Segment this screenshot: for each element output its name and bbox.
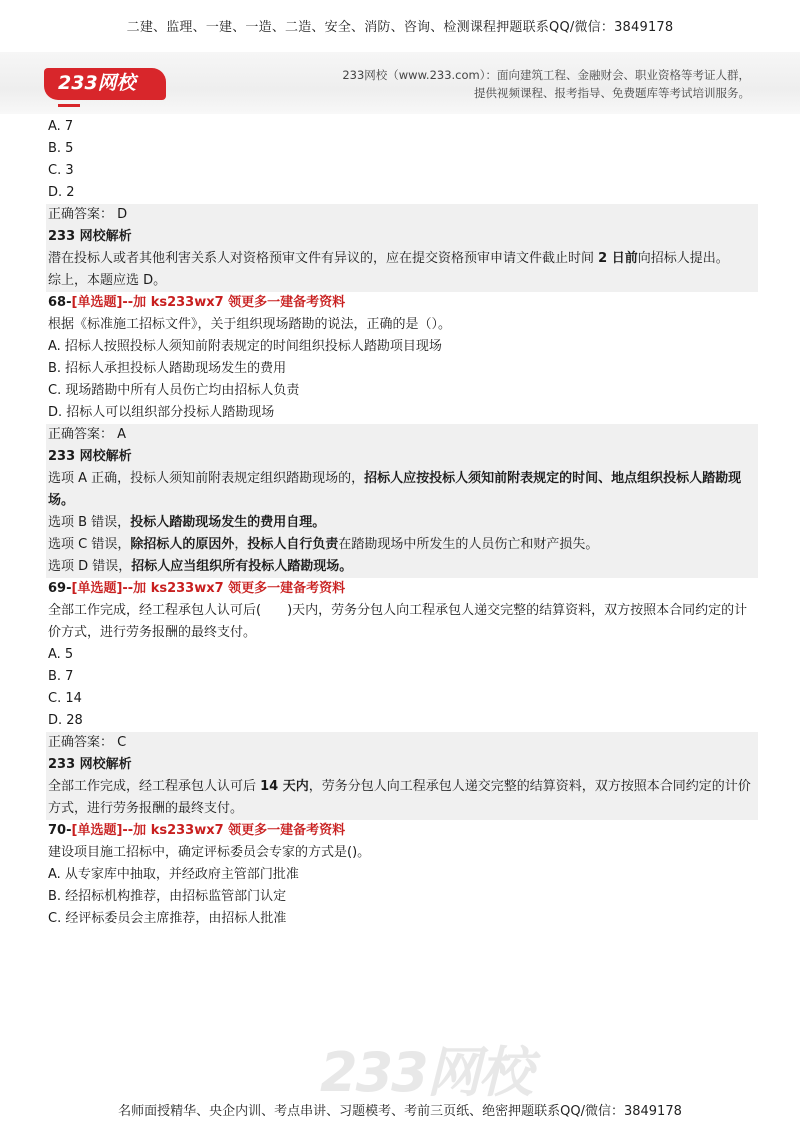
q68-tag: [单选题]--加 ks233wx7 领更多一建备考资料 [71,295,346,310]
header-desc-line2: 提供视频课程、报考指导、免费题库等考试培训服务。 [474,86,750,100]
q69-analysis-title: 233 网校解析 [48,757,132,772]
q67-analysis-c: 向招标人提出。 [637,251,729,266]
q68-b-bold: 投标人踏勘现场发生的费用自理。 [130,515,326,530]
q67-option-c: C. 3 [48,163,74,178]
q68-number: 68- [48,295,72,310]
header-description [342,66,750,102]
q67-answer: 正确答案： D [48,207,128,222]
q67-analysis-title: 233 网校解析 [48,229,132,244]
q68-option-a: A. 招标人按照投标人须知前附表规定的时间组织投标人踏勘项目现场 [48,339,442,354]
q68-analysis-c [48,534,758,556]
q68-stem: 根据《标准施工招标文件》，关于组织现场踏勘的说法，正确的是（）。 [48,317,452,332]
q68-option-c: C. 现场踏勘中所有人员伤亡均由招标人负责 [48,383,300,398]
q67-analysis-bold: 2 日前 [598,251,638,266]
q68-d-bold: 招标人应当组织所有投标人踏勘现场。 [131,559,353,574]
q70-tag: [单选题]--加 ks233wx7 领更多一建备考资料 [71,823,346,838]
q68-analysis-d [48,556,758,578]
q68-c-bold2: 投标人自行负责 [247,537,339,552]
header-desc-line1: 233网校（www.233.com）：面向建筑工程、金融财会、职业资格等考证人群， [342,68,750,82]
q69-analysis-c: ，劳务分包人向工程承包人递交完整的结算资料，双方按照本合同约定的计价方式，进行劳务报酬的最终支付。 [48,779,751,816]
q68-c-mid: ， [234,537,248,552]
document-body [48,116,754,930]
q68-d-pre: 选项 D 错误， [48,559,132,574]
q68-analysis-b [48,512,758,534]
q68-a-pre: 选项 A 正确，投标人须知前附表规定组织踏勘现场的， [48,471,365,486]
q69-option-d: D. 28 [48,713,83,728]
q68-option-d: D. 招标人可以组织部分投标人踏勘现场 [48,405,275,420]
q69-answer-block [46,732,758,820]
q67-option-d: D. 2 [48,185,75,200]
q70-stem: 建设项目施工招标中，确定评标委员会专家的方式是()。 [48,845,371,860]
logo-233: 233网校 [44,68,166,100]
q69-stem: 全部工作完成，经工程承包人认可后( )天内，劳务分包人向工程承包人递交完整的结算资料，双方按照本合同约定的计价方式，进行劳务报酬的最终支付。 [48,603,748,640]
q69-option-b: B. 7 [48,669,74,684]
q67-answer-block [46,204,758,292]
q70-option-a: A. 从专家库中抽取，并经政府主管部门批准 [48,867,299,882]
q70-option-c: C. 经评标委员会主席推荐，由招标人批准 [48,911,287,926]
q68-b-pre: 选项 B 错误， [48,515,131,530]
q67-analysis-a: 潜在投标人或者其他利害关系人对资格预审文件有异议的，应在提交资格预审申请文件截止时间 [48,251,599,266]
watermark-logo: 233网校 [320,1041,531,1104]
q68-c-post: 在踏勘现场中所发生的人员伤亡和财产损失。 [338,537,599,552]
q67-option-b: B. 5 [48,141,74,156]
q68-option-b: B. 招标人承担投标人踏勘现场发生的费用 [48,361,287,376]
q67-conclusion: 综上，本题应选 D。 [48,273,167,288]
q70-option-b: B. 经招标机构推荐，由招标监管部门认定 [48,889,287,904]
q69-option-a: A. 5 [48,647,74,662]
q69-analysis-bold: 14 天内 [260,779,309,794]
q67-analysis-text [48,248,758,270]
q68-analysis-title: 233 网校解析 [48,449,132,464]
q68-answer: 正确答案： A [48,427,127,442]
q68-answer-block [46,424,758,578]
q70-number: 70- [48,823,72,838]
q67-option-a: A. 7 [48,119,74,134]
q69-number: 69- [48,581,72,596]
q69-header [48,578,754,600]
q70-header [48,820,754,842]
q68-a-bold: 招标人应按投标人须知前附表规定的时间、地点组织投标人踏勘现场。 [48,471,742,508]
q68-c-bold: 除招标人的原因外 [130,537,235,552]
top-banner: 二建、监理、一建、一造、二造、安全、消防、咨询、检测课程押题联系QQ/微信：3849178 [126,20,674,35]
logo-underline [58,104,80,107]
q69-analysis-text [48,776,758,820]
site-header [0,52,800,114]
q69-answer: 正确答案： C [48,735,127,750]
q69-analysis-a: 全部工作完成，经工程承包人认可后 [48,779,261,794]
q68-c-pre: 选项 C 错误， [48,537,131,552]
q68-header [48,292,754,314]
q68-analysis-a [48,468,758,512]
q69-tag: [单选题]--加 ks233wx7 领更多一建备考资料 [71,581,346,596]
footer-banner: 名师面授精华、央企内训、考点串讲、习题模考、考前三页纸、绝密押题联系QQ/微信：3849178 [118,1104,682,1119]
q69-option-c: C. 14 [48,691,82,706]
